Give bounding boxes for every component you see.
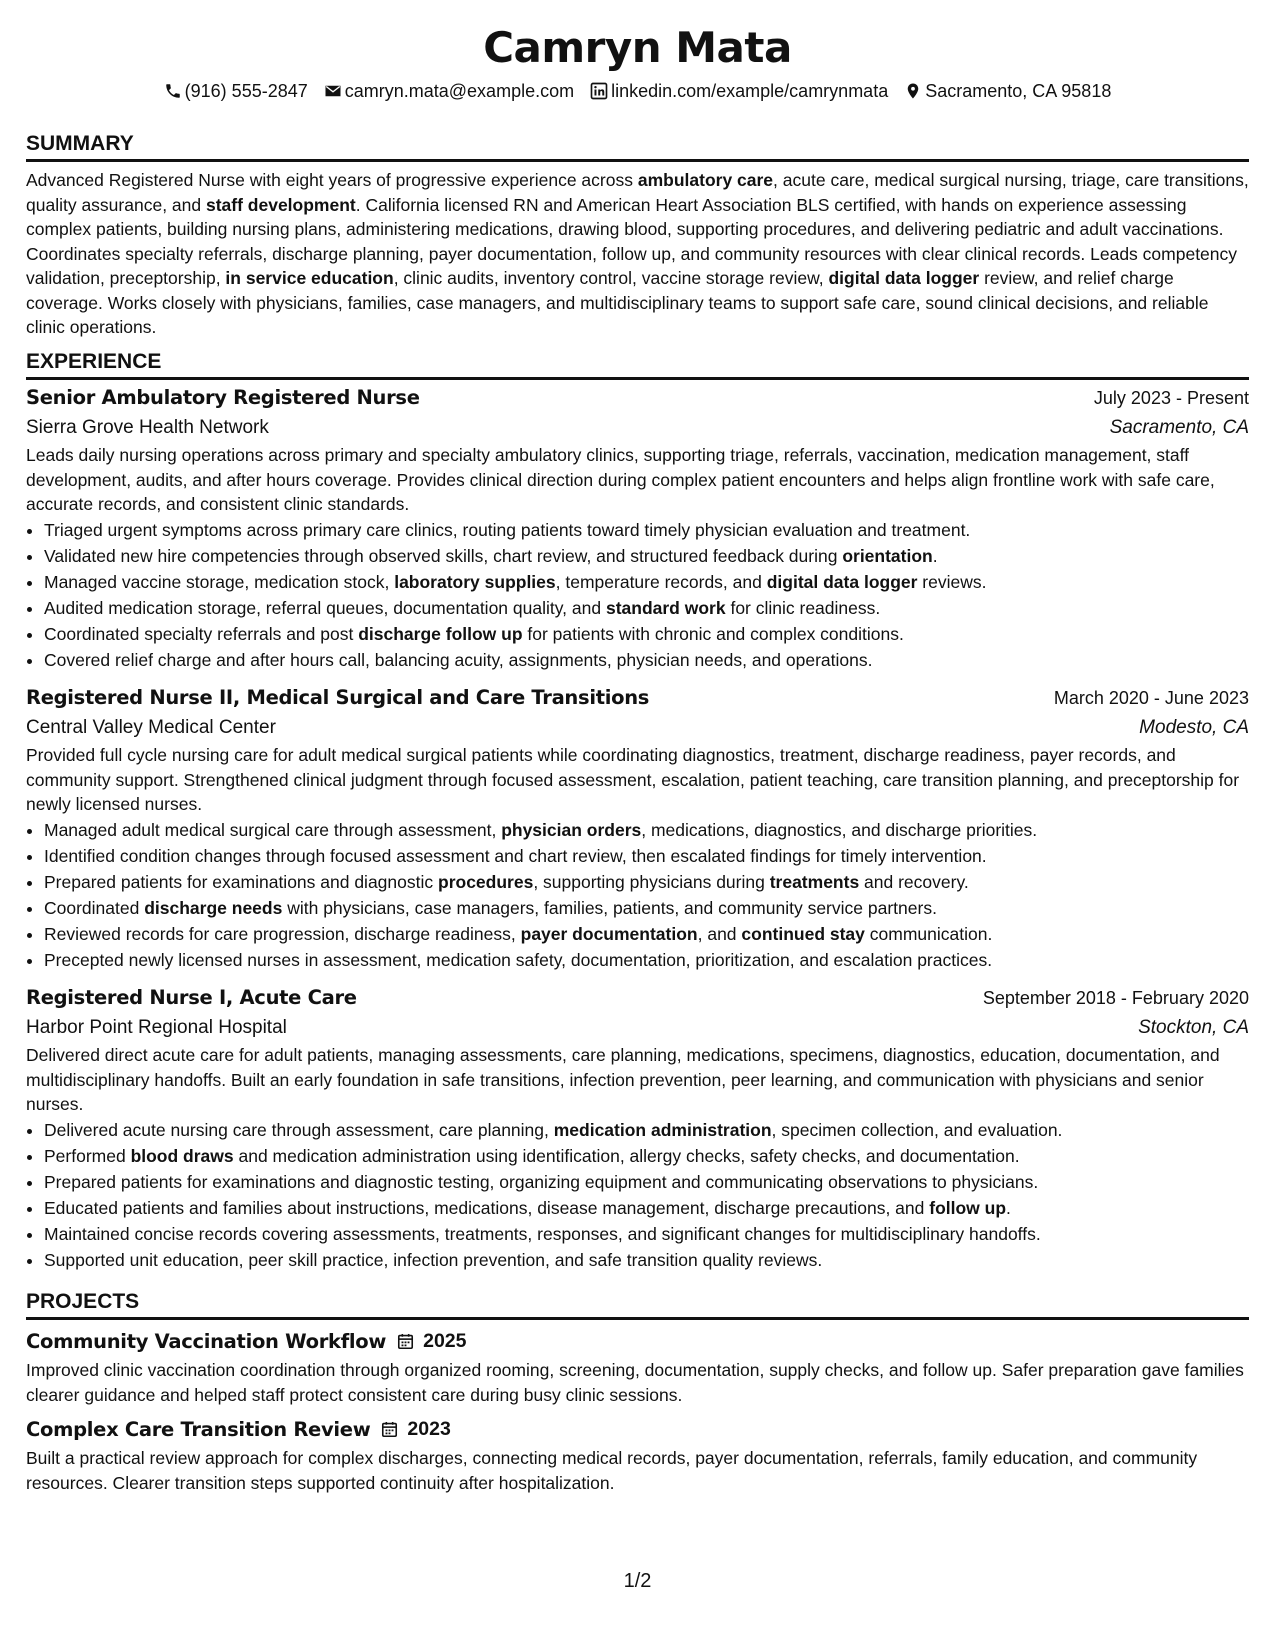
project-description: Built a practical review approach for complex discharges, connecting medical records, payer documentation, referrals, family education, and community resources. Clearer transition steps supported continuity after hospitalization. — [26, 1448, 1198, 1493]
resume-page — [26, 0, 1249, 1650]
bold-keyword: digital data logger — [828, 268, 980, 288]
bold-keyword: discharge needs — [144, 897, 283, 918]
candidate-name: Camryn Mata — [483, 23, 792, 72]
bullet-item: • Coordinated discharge needs with physicians, case managers, families, patients, and community service partners. — [44, 895, 1249, 921]
job-description: Provided full cycle nursing care for adult medical surgical patients while coordinating diagnostics, treatment, discharge readiness, payer records, and community support. Strengthened clinical judgment through focused assessment, escalation, patient teaching, care transition planning, and preceptorship for newly licensed nurses. — [26, 745, 1240, 814]
section-divider — [26, 377, 1249, 380]
bullet-item: • Managed adult medical surgical care through assessment, physician orders, medications, diagnostics, and discharge priorities. — [44, 817, 1249, 843]
job-bullets — [26, 817, 1249, 973]
job-location: Sacramento, CA — [1109, 417, 1249, 438]
bold-keyword: discharge follow up — [358, 623, 523, 644]
project-entry — [26, 1414, 1249, 1495]
email-text: camryn.mata@example.com — [344, 80, 575, 101]
project-entry — [26, 1326, 1249, 1407]
section-divider — [26, 159, 1249, 162]
summary-text: Advanced Registered Nurse with eight years of progressive experience across ambulatory care, acute care, medical surgical nursing, triage, care transitions, quality assurance, and staff development. California licensed RN and American Heart Association BLS certified, with hands on experience assessing complex patients, building nursing plans, administering medications, drawing blood, supporting procedures, and delivering pediatric and adult vaccinations. Coordinates specialty referrals, discharge planning, payer documentation, follow up, and community resources with clear clinical records. Leads competency validation, preceptorship, in service education, clinic audits, inventory control, vaccine storage review, digital data logger review, and relief charge coverage. Works closely with physicians, families, case managers, and multidisciplinary teams to support safe care, sound clinical decisions, and reliable clinic operations. — [26, 170, 1249, 337]
summary-heading — [26, 128, 1249, 162]
project-year-text: 2025 — [423, 1329, 467, 1352]
job-title: Senior Ambulatory Registered Nurse — [26, 386, 420, 409]
bold-keyword: payer documentation — [520, 923, 698, 944]
project-title: Community Vaccination Workflow — [26, 1329, 387, 1353]
envelope-icon — [324, 82, 342, 100]
summary-section — [26, 128, 1249, 340]
contact-bar — [26, 78, 1249, 104]
job-bullets — [26, 517, 1249, 673]
job-entry — [26, 983, 1249, 1273]
bullet-item: • Delivered acute nursing care through assessment, care planning, medication administration, specimen collection, and evaluation. — [44, 1117, 1249, 1143]
contact-email[interactable] — [324, 81, 574, 102]
job-company: Central Valley Medical Center — [26, 717, 276, 738]
job-bullets — [26, 1117, 1249, 1273]
projects-heading — [26, 1286, 1249, 1320]
bold-keyword: follow up — [929, 1197, 1007, 1218]
bold-keyword: standard work — [605, 597, 726, 618]
job-company: Sierra Grove Health Network — [26, 417, 269, 438]
bullet-item: • Educated patients and families about instructions, medications, disease management, discharge precautions, and follow up. — [44, 1195, 1249, 1221]
bold-keyword: medication administration — [553, 1119, 772, 1140]
experience-section — [26, 346, 1249, 380]
experience-title: EXPERIENCE — [26, 350, 162, 373]
bullet-item: • Prepared patients for examinations and diagnostic procedures, supporting physicians during treatments and recovery. — [44, 869, 1249, 895]
calendar-icon — [396, 1332, 415, 1351]
bullet-item: • Precepted newly licensed nurses in assessment, medication safety, documentation, prioritization, and escalation practices. — [44, 947, 1249, 973]
project-description: Improved clinic vaccination coordination through organized rooming, screening, documentation, supply checks, and follow up. Safer preparation gave families clearer guidance and helped staff protect consistent care during busy clinic sessions. — [26, 1360, 1244, 1405]
section-divider — [26, 1317, 1249, 1320]
page-indicator: 1/2 — [623, 1570, 652, 1592]
bullet-item: • Covered relief charge and after hours call, balancing acuity, assignments, physician needs, and operations. — [44, 647, 1249, 673]
job-dates: September 2018 - February 2020 — [982, 988, 1249, 1008]
bullet-item: • Performed blood draws and medication administration using identification, allergy checks, safety checks, and documentation. — [44, 1143, 1249, 1169]
project-year-text: 2023 — [407, 1417, 451, 1440]
bullet-item: • Supported unit education, peer skill practice, infection prevention, and safe transition quality reviews. — [44, 1247, 1249, 1273]
bold-keyword: procedures — [438, 871, 534, 892]
bold-keyword: continued stay — [741, 923, 865, 944]
job-description: Delivered direct acute care for adult patients, managing assessments, care planning, medications, specimens, diagnostics, education, documentation, and multidisciplinary handoffs. Built an early foundation in safe transitions, infection prevention, peer learning, and communication with physicians and senior nurses. — [26, 1045, 1220, 1114]
bold-keyword: in service education — [225, 268, 394, 288]
job-dates: July 2023 - Present — [1093, 388, 1249, 408]
experience-heading — [26, 346, 1249, 380]
job-entry — [26, 383, 1249, 673]
bullet-item: • Validated new hire competencies through observed skills, chart review, and structured feedback during orientation. — [44, 543, 1249, 569]
projects-title: PROJECTS — [26, 1290, 140, 1313]
job-location: Modesto, CA — [1139, 717, 1249, 738]
project-year — [380, 1418, 450, 1441]
phone-text: (916) 555-2847 — [184, 80, 308, 101]
bold-keyword: orientation — [842, 545, 933, 566]
job-title: Registered Nurse I, Acute Care — [26, 986, 357, 1009]
bullet-item: • Reviewed records for care progression, discharge readiness, payer documentation, and continued stay communication. — [44, 921, 1249, 947]
bullet-item: • Audited medication storage, referral queues, documentation quality, and standard work for clinic readiness. — [44, 595, 1249, 621]
job-description: Leads daily nursing operations across primary and specialty ambulatory clinics, supporting triage, referrals, vaccination, medication management, staff development, audits, and after hours coverage. Provides clinical direction during complex patient encounters and helps align frontline work with safe care, accurate records, and consistent clinic standards. — [26, 445, 1215, 514]
bullet-item: • Managed vaccine storage, medication stock, laboratory supplies, temperature records, and digital data logger reviews. — [44, 569, 1249, 595]
bold-keyword: digital data logger — [766, 571, 918, 592]
summary-title: SUMMARY — [26, 132, 134, 155]
projects-section — [26, 1286, 1249, 1320]
bold-keyword: laboratory supplies — [394, 571, 556, 592]
job-company: Harbor Point Regional Hospital — [26, 1017, 287, 1038]
bold-keyword: staff development — [205, 194, 356, 215]
contact-phone[interactable] — [164, 81, 308, 102]
job-location: Stockton, CA — [1138, 1017, 1249, 1038]
map-pin-icon — [904, 82, 922, 100]
contact-linkedin[interactable] — [590, 81, 888, 102]
contact-location — [904, 81, 1111, 102]
bold-keyword: treatments — [769, 871, 860, 892]
phone-icon — [164, 82, 182, 100]
linkedin-text: linkedin.com/example/camrynmata — [611, 80, 889, 101]
bullet-item: • Triaged urgent symptoms across primary care clinics, routing patients toward timely physician evaluation and treatment. — [44, 517, 1249, 543]
bullet-item: • Identified condition changes through focused assessment and chart review, then escalated findings for timely intervention. — [44, 843, 1249, 869]
bullet-item: • Prepared patients for examinations and diagnostic testing, organizing equipment and communicating observations to physicians. — [44, 1169, 1249, 1195]
bold-keyword: ambulatory care — [637, 170, 774, 190]
project-title: Complex Care Transition Review — [26, 1417, 371, 1441]
bold-keyword: blood draws — [130, 1145, 234, 1166]
job-title: Registered Nurse II, Medical Surgical and Care Transitions — [26, 686, 650, 709]
job-dates: March 2020 - June 2023 — [1053, 688, 1249, 708]
location-text: Sacramento, CA 95818 — [925, 80, 1112, 101]
bold-keyword: physician orders — [501, 819, 642, 840]
linkedin-icon — [590, 82, 608, 100]
bullet-item: • Coordinated specialty referrals and post discharge follow up for patients with chronic and complex conditions. — [44, 621, 1249, 647]
project-year — [396, 1330, 466, 1353]
calendar-icon — [380, 1420, 399, 1439]
job-entry — [26, 683, 1249, 973]
bullet-item: • Maintained concise records covering assessments, treatments, responses, and significant changes for multidisciplinary handoffs. — [44, 1221, 1249, 1247]
